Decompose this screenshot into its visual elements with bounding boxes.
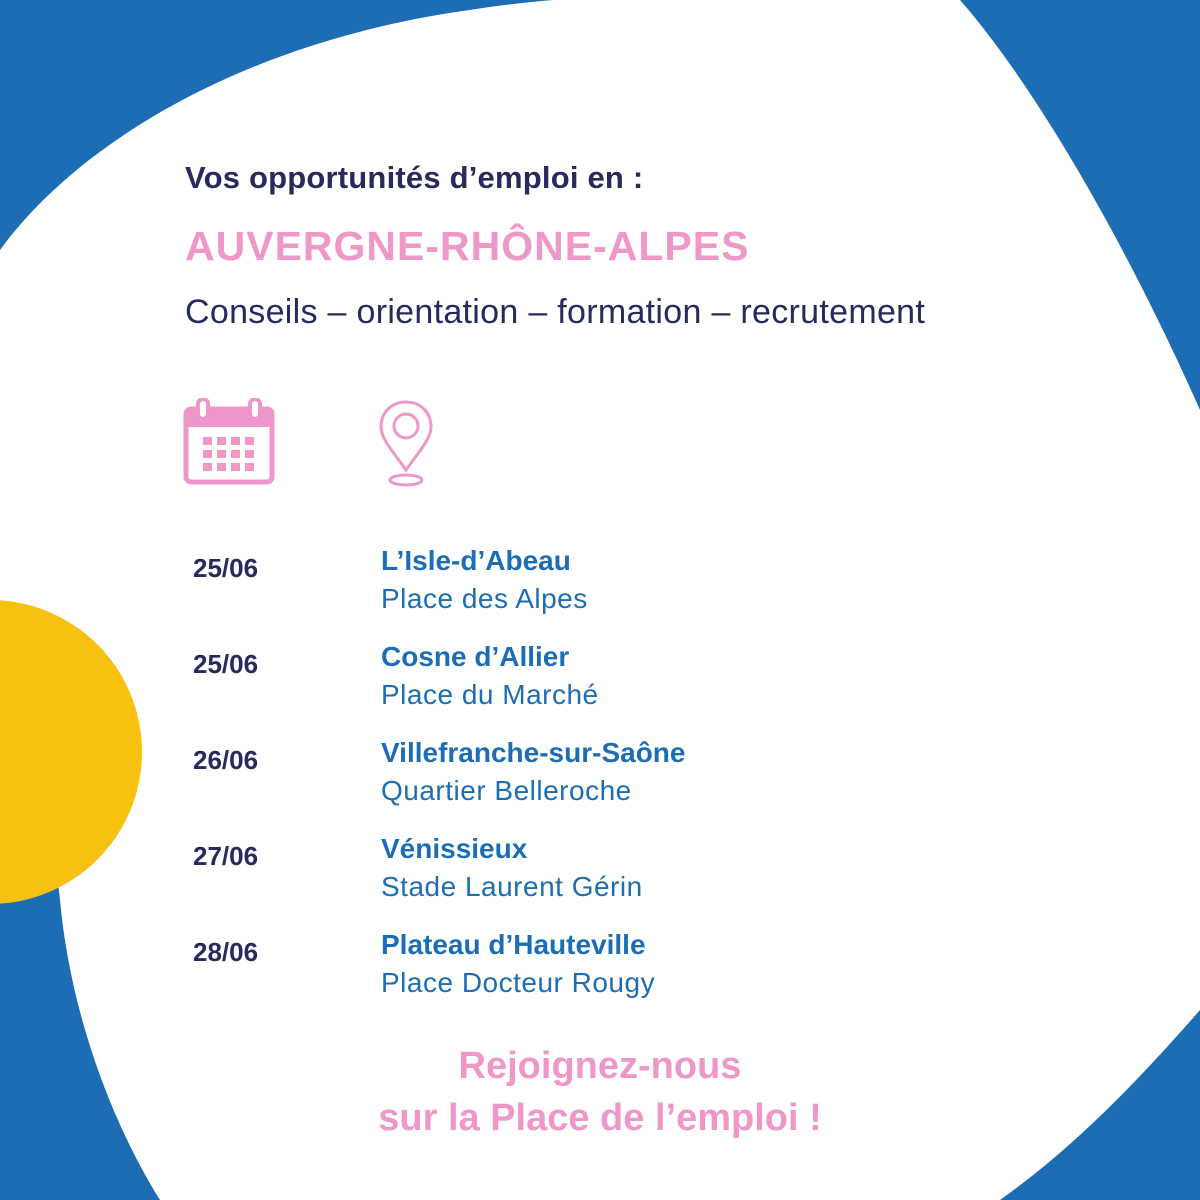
event-city: Villefranche-sur-Saône — [381, 737, 686, 768]
call-to-action — [300, 1040, 900, 1144]
event-city: Cosne d’Allier — [381, 641, 570, 672]
event-place: Place Docteur Rougy — [381, 967, 656, 998]
event-place: Stade Laurent Gérin — [381, 871, 643, 902]
event-item — [0, 929, 1200, 1019]
event-item — [0, 545, 1200, 635]
services-subtitle: Conseils – orientation – formation – recrutement — [185, 293, 926, 331]
event-place: Place du Marché — [381, 679, 599, 710]
intro-heading: Vos opportunités d’emploi en : — [185, 160, 644, 195]
event-item — [0, 737, 1200, 827]
region-title: AUVERGNE-RHÔNE-ALPES — [185, 223, 750, 269]
cta-line-2: sur la Place de l’emploi ! — [378, 1097, 822, 1139]
event-date: 28/06 — [193, 937, 259, 967]
event-item — [0, 833, 1200, 923]
event-city: Plateau d’Hauteville — [381, 929, 646, 960]
cta-line-1: Rejoignez-nous — [458, 1045, 742, 1087]
event-place: Quartier Belleroche — [381, 775, 632, 806]
event-date: 25/06 — [193, 649, 259, 679]
event-date: 25/06 — [193, 553, 259, 583]
event-place: Place des Alpes — [381, 583, 588, 614]
event-city: Vénissieux — [381, 833, 528, 864]
event-date: 26/06 — [193, 745, 259, 775]
event-item — [0, 641, 1200, 731]
event-city: L’Isle-d’Abeau — [381, 545, 571, 576]
event-date: 27/06 — [193, 841, 259, 871]
